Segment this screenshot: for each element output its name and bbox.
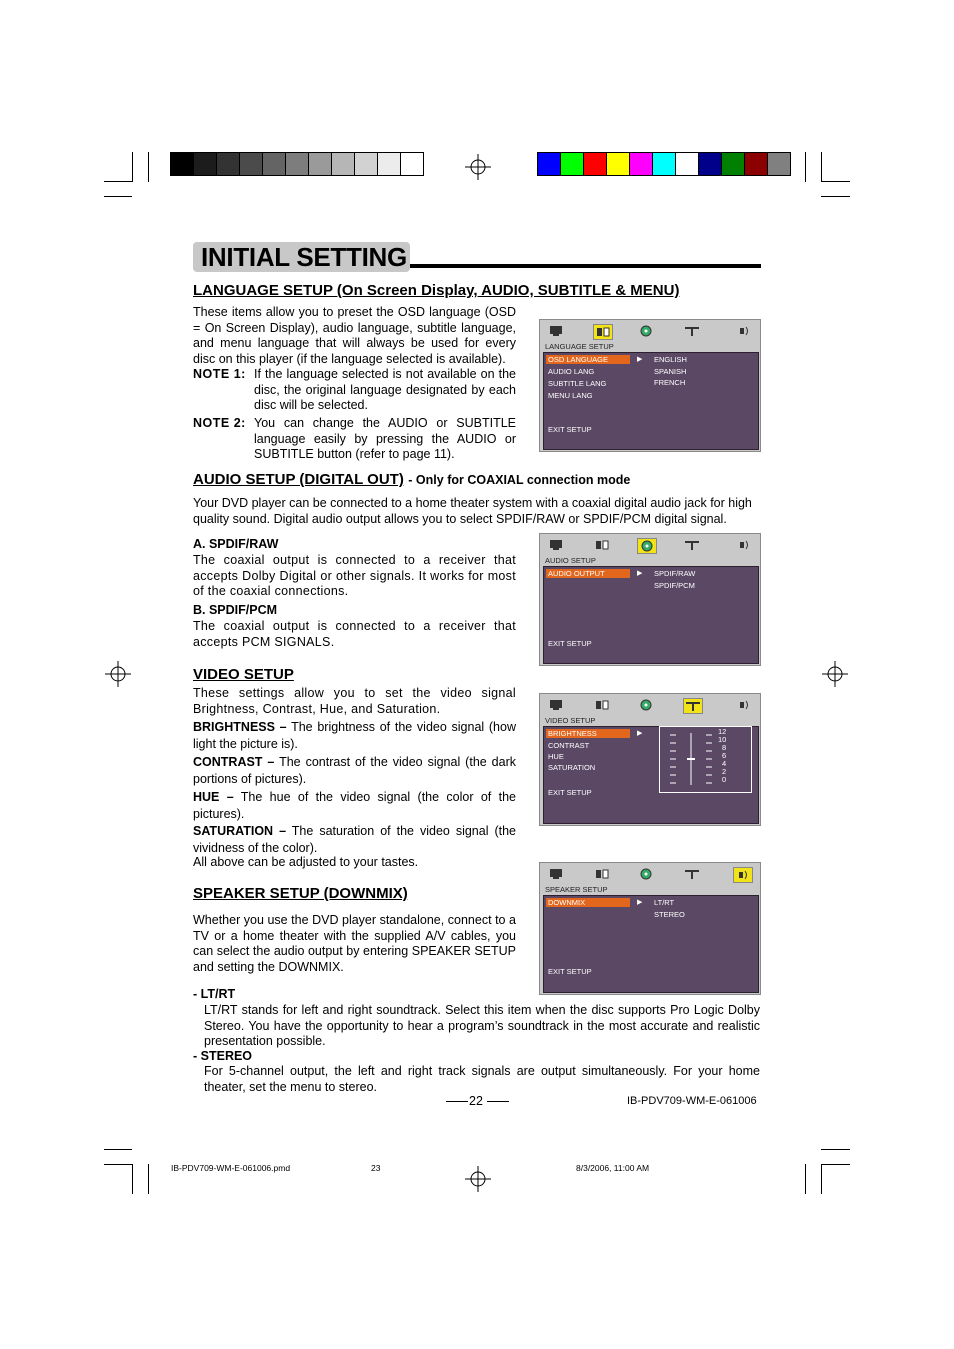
osd-caption: SPEAKER SETUP [545,885,608,894]
color-calibration-bar [537,152,791,176]
note1-label: NOTE 1: [193,367,246,381]
osd-item-saturation[interactable]: SATURATION [548,763,596,772]
color-swatch [309,153,332,175]
osd-option-spdif-pcm[interactable]: SPDIF/PCM [654,581,695,590]
play-arrow-icon: ▶ [637,570,643,577]
osd-tabbar [540,534,760,558]
stereo-text: For 5-channel output, the left and right track signals are output simultaneously. For your home theater, set the menu to stereo. [204,1064,760,1094]
brightness-slider[interactable] [659,726,752,793]
spdif-pcm-text: The coaxial output is connected to a receiver that accepts PCM SIGNALS. [193,619,516,649]
saturation-desc [193,823,516,857]
osd-exit-setup[interactable]: EXIT SETUP [548,639,592,648]
language-heading: LANGUAGE SETUP (On Screen Display, AUDIO, SUBTITLE & MENU) [193,282,680,299]
brightness-desc [193,719,516,753]
language-icon [593,867,611,881]
contrast-label: CONTRAST – [193,755,275,769]
osd-exit-setup[interactable]: EXIT SETUP [548,788,592,797]
color-swatch [630,153,653,175]
video-icon [683,538,701,552]
saturation-label: SATURATION – [193,824,287,838]
osd-tabbar [540,320,760,344]
contrast-desc [193,754,516,788]
color-swatch [217,153,240,175]
osd-tabbar [540,863,760,887]
osd-item-subtitle-lang[interactable]: SUBTITLE LANG [548,379,607,388]
contrast-text: The contrast of the video signal (the dark portions of pictures). [193,755,516,786]
speaker-osd-screen [539,862,761,995]
speaker-icon [733,867,753,883]
color-swatch [676,153,699,175]
hue-desc [193,789,516,823]
hue-label: HUE – [193,790,234,804]
color-swatch [653,153,676,175]
osd-exit-setup[interactable]: EXIT SETUP [548,425,592,434]
ltrt-text: LT/RT stands for left and right soundtrack. Select this item when the disc supports Pro Logic Dolby Stereo. You have the opportunity to hear a program’s soundtrack in the most accurate and realistic presentation possible. [204,1003,760,1048]
page-number-rule-right [487,1101,509,1102]
osd-option-english[interactable]: ENGLISH [654,355,687,364]
color-swatch [699,153,722,175]
speaker-icon [735,538,753,552]
color-swatch [355,153,378,175]
audio-disc-icon [637,324,655,338]
osd-option-stereo[interactable]: STEREO [654,910,685,919]
video-icon [683,867,701,881]
color-swatch [332,153,355,175]
spdif-raw-text: The coaxial output is connected to a receiver that accepts Dolby Digital or other signals. It works for most of the coaxial connections. [193,553,516,598]
stereo-label: - STEREO [193,1049,253,1063]
language-icon [593,324,613,340]
page-number-rule-left [446,1101,468,1102]
osd-option-spanish[interactable]: SPANISH [654,367,687,376]
footer-file: IB-PDV709-WM-E-061006.pmd [171,1163,291,1173]
ltrt-label: - LT/RT [193,987,236,1001]
grayscale-color-bar [170,152,424,176]
video-closing: All above can be adjusted to your tastes. [193,855,419,869]
spdif-pcm-label: B. SPDIF/PCM [193,603,278,617]
color-swatch [584,153,607,175]
scale-label: 12 [718,727,727,736]
color-swatch [538,153,561,175]
color-swatch [171,153,194,175]
audio-heading-suffix: - Only for COAXIAL connection mode [408,473,631,487]
scale-label: 0 [722,775,727,784]
footer-date: 8/3/2006, 11:00 AM [576,1163,650,1173]
footer-page: 23 [371,1163,381,1173]
osd-caption: AUDIO SETUP [545,556,596,565]
note2-label: NOTE 2: [193,416,246,430]
osd-item-brightness[interactable]: BRIGHTNESS [546,729,630,738]
registration-target-icon [105,661,131,687]
color-swatch [286,153,309,175]
play-arrow-icon: ▶ [637,356,643,363]
video-icon [683,324,701,338]
color-swatch [745,153,768,175]
audio-disc-icon [637,698,655,712]
video-heading: VIDEO SETUP [193,666,294,683]
speaker-heading: SPEAKER SETUP (DOWNMIX) [193,885,408,902]
tv-icon [547,867,565,881]
scale-label: 8 [722,743,727,752]
speaker-icon [735,698,753,712]
osd-item-downmix[interactable]: DOWNMIX [546,898,630,907]
tv-icon [547,324,565,338]
color-swatch [561,153,584,175]
registration-target-icon [822,661,848,687]
registration-target-icon [465,154,491,180]
language-icon [593,538,611,552]
audio-heading-line [193,471,630,489]
video-intro: These settings allow you to set the video signal Brightness, Contrast, Hue, and Saturation. [193,686,516,716]
osd-item-contrast[interactable]: CONTRAST [548,741,590,750]
audio-disc-icon [637,538,657,554]
color-swatch [722,153,745,175]
osd-panel [543,895,759,993]
osd-item-audio-output[interactable]: AUDIO OUTPUT [546,569,630,578]
slider-scale [718,728,726,784]
note2-text: You can change the AUDIO or SUBTITLE language easily by pressing the AUDIO or SUBTITLE button (refer to page 11). [254,416,516,461]
audio-heading: AUDIO SETUP (DIGITAL OUT) [193,471,404,488]
hue-text: The hue of the video signal (the color of the pictures). [193,790,516,821]
brightness-label: BRIGHTNESS – [193,720,287,734]
color-swatch [194,153,217,175]
video-osd-screen [539,693,761,826]
osd-panel [543,352,759,450]
saturation-text: The saturation of the video signal (the vividness of the color). [193,824,517,855]
scale-label: 4 [722,759,727,768]
page-number: 22 [469,1094,483,1108]
osd-caption: VIDEO SETUP [545,716,596,725]
play-arrow-icon: ▶ [637,899,643,906]
osd-tabbar [540,694,760,718]
audio-disc-icon [637,867,655,881]
osd-exit-setup[interactable]: EXIT SETUP [548,967,592,976]
color-swatch [768,153,790,175]
play-arrow-icon: ▶ [637,730,643,737]
color-swatch [263,153,286,175]
osd-item-osd-language[interactable]: OSD LANGUAGE [546,355,630,364]
language-osd-screen [539,319,761,452]
color-swatch [401,153,423,175]
osd-option-ltrt[interactable]: LT/RT [654,898,675,907]
language-intro: These items allow you to preset the OSD language (OSD = On Screen Display), audio language, subtitle language, and menu language that will always be used for every disc on this player (if the language selected is available). [193,305,516,366]
color-swatch [378,153,401,175]
osd-item-menu-lang[interactable]: MENU LANG [548,391,593,400]
brightness-text: The brightness of the video signal (how light the picture is). [193,720,516,751]
tv-icon [547,538,565,552]
scale-label: 2 [722,767,727,776]
spdif-raw-label: A. SPDIF/RAW [193,537,279,551]
osd-option-french[interactable]: FRENCH [654,378,686,387]
doc-code: IB-PDV709-WM-E-061006 [627,1095,757,1107]
registration-target-icon [465,1166,491,1192]
audio-osd-screen [539,533,761,666]
color-swatch [240,153,263,175]
color-swatch [607,153,630,175]
language-icon [593,698,611,712]
osd-item-audio-lang[interactable]: AUDIO LANG [548,367,595,376]
speaker-intro: Whether you use the DVD player standalone, connect to a TV or a home theater with the supplied A/V cables, you can select the audio output by entering SPEAKER SETUP and setting the DOWNMIX. [193,913,516,974]
scale-label: 6 [722,751,727,760]
scale-label: 10 [718,735,727,744]
osd-panel [543,566,759,664]
slider-ticks [668,731,718,787]
osd-item-hue[interactable]: HUE [548,752,564,761]
tv-icon [547,698,565,712]
audio-intro: Your DVD player can be connected to a home theater system with a coaxial digital audio jack for high quality sound. Digital audio output allows you to select SPDIF/RAW or SPDIF/PCM digital signal. [193,496,752,526]
note1-text: If the language selected is not available on the disc, the original language designated by each disc will be selected. [254,367,516,412]
osd-caption: LANGUAGE SETUP [545,342,614,351]
speaker-icon [735,324,753,338]
page-title: INITIAL SETTING [201,242,407,272]
title-rule [410,264,761,268]
video-icon [683,698,703,714]
osd-option-spdif-raw[interactable]: SPDIF/RAW [654,569,696,578]
